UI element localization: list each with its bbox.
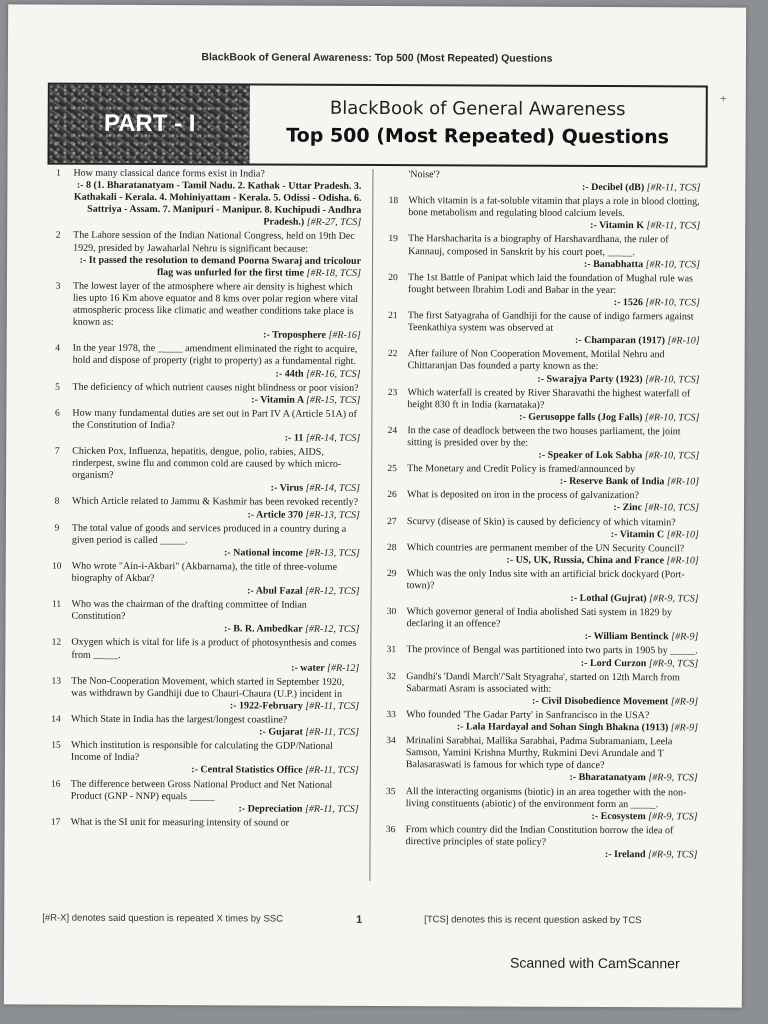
question-item [383,425,699,463]
page-number: 1 [356,913,363,926]
question-item [382,671,698,709]
repeat-tag: [#R-10] [666,528,699,541]
answer-text: :- Ecosystem [591,810,646,822]
question-number: 16 [51,779,61,790]
answer-line [72,393,360,406]
answer-line [72,482,360,495]
question-item [384,348,700,386]
repeat-tag: [#R-14, TCS] [305,432,361,444]
answer-line [408,181,700,194]
answer-text: :- Vitamin A [251,394,304,406]
question-number: 34 [386,736,396,747]
question-text: Which institution is responsible for calculating the GDP/National Income of India? [70,739,333,764]
question-item [382,645,698,671]
question-item [382,606,698,644]
book-title: BlackBook of General Awareness [329,97,626,121]
repeat-tag: [#R-10] [667,335,700,347]
question-number: 7 [54,446,60,457]
question-number: 15 [51,740,61,751]
answer-text: :- Decibel (dB) [581,181,645,194]
answer-text: :- 8 (1. Bharatanatyam - Tamil Nadu. 2. Kathak - Uttar Pradesh. 3. Kathakali - Kerala. 4. Mohiniyattam - Kerala. 5. Odissi - Odisha. 6. Sattriya - Assam. 7. Manipuri - Manipur. 8. Kuchipudi - Andhra Pradesh.) [73,179,362,229]
question-item [48,446,360,496]
title-box [249,85,705,165]
repeat-tag: [#R-10, TCS] [644,411,700,424]
repeat-tag: [#R-9, TCS] [648,849,698,861]
question-text: The Lahore session of the Indian National Congress, held on 19th Dec 1929, presided by Jawaharlal Nehru is significant because: [73,230,355,255]
question-number: 12 [51,638,62,649]
answer-text: :- Abul Fazal [247,585,303,597]
question-number: 24 [387,425,398,436]
footer-note-left: [#R-X] denotes said question is repeated X times by SSC [42,912,284,925]
answer-text: :- Ireland [604,848,646,861]
answer-text: :- Depreciation [238,803,303,815]
repeat-tag: [#R-11, TCS] [304,803,359,815]
answer-text: :- Gerusoppe falls (Jog Falls) [519,411,643,423]
repeat-tag: [#R-27, TCS] [306,217,362,229]
question-number: 17 [50,817,61,828]
answer-line [73,180,361,230]
answer-line [73,329,361,342]
footer-note-right: [TCS] denotes this is recent question asked by TCS [424,914,642,927]
repeat-tag: [#R-11, TCS] [305,700,360,712]
answer-line [73,367,361,380]
answer-text: :- Zinc [613,502,643,514]
answer-text: :- Lala Hardayal and Sohan Singh Bhakna (1913) [456,721,669,734]
question-number: 13 [51,676,62,687]
repeat-tag: [#R-11, TCS] [646,220,701,232]
repeat-tag: [#R-9, TCS] [648,657,699,669]
question-text: Chicken Pox, Influenza, hepatitis, dengue, polio, rabies, AIDS, rinderpest, swine flu and common cold are caused by which micro-organism? [72,445,342,482]
question-text: Who was the chairman of the drafting committee of Indian Constitution? [71,598,307,623]
answer-line [407,528,699,541]
question-item [384,195,700,233]
answer-text: :- Champaran (1917) [574,335,666,347]
question-number: 25 [387,464,397,475]
question-item [47,714,359,740]
question-number: 2 [55,231,61,242]
question-text: Which vitamin is a fat-soluble vitamin that plays a role in blood clotting, bone metabolism and regulating blood calcium levels. [408,195,700,220]
question-item [384,272,700,310]
question-item [48,522,360,560]
repeat-tag: [#R-9] [671,631,699,643]
repeat-tag: [#R-11, TCS] [305,765,359,777]
answer-line [72,585,360,598]
repeat-tag: [#R-9, TCS] [648,772,698,784]
repeat-tag: [#R-16] [328,330,361,342]
question-text: 'Noise'? [408,169,440,181]
answer-text: :- Reserve Bank of India [559,476,665,488]
question-number: 5 [55,382,60,393]
repeat-tag: [#R-10, TCS] [645,297,700,309]
question-text: All the interacting organisms (biotic) in an area together with the non-living constituents (abiotic) of the environment form an _____. [405,785,687,810]
repeat-tag: [#R-13, TCS] [305,547,360,559]
question-item [384,234,700,272]
answer-text: :- Gujarat [259,726,303,738]
answer-line [71,623,359,636]
question-number: 14 [51,714,61,725]
repeat-tag: [#R-18, TCS] [306,267,362,279]
repeat-tag: [#R-12, TCS] [304,624,360,636]
answer-line [71,764,359,777]
question-number: 1 [56,168,61,179]
question-number: 20 [388,272,398,283]
answer-line [72,546,360,559]
question-number: 23 [387,387,398,398]
answer-text: :- US, UK, Russia, China and France [506,554,665,567]
answer-text: :- water [291,662,325,674]
question-item [384,310,700,348]
question-number: 18 [388,196,399,207]
question-item [382,709,698,735]
answer-text: :- Swarajya Party (1923) [537,373,643,385]
question-number: 9 [54,523,60,534]
question-text: Which waterfall is created by River Sharavathi the highest waterfall of height 830 ft in India (karnataka)? [407,386,691,411]
question-item [49,168,361,230]
question-item [48,407,360,445]
question-item [48,381,360,407]
question-text: The first Satyagraha of Gandhiji for the cause of indigo farmers against Teenkathiya system was observed at [407,310,694,334]
answer-line [72,432,360,445]
question-item [47,740,359,778]
answer-line [408,373,700,386]
answer-line [407,449,699,462]
question-text: The total value of goods and services produced in a country during a given period is called _____. [71,522,347,546]
answer-line [71,802,359,815]
question-number: 10 [51,561,62,572]
answer-line [407,502,699,515]
corner-mark: + [719,91,727,106]
question-text: Oxygen which is vital for life is a product of photosynthesis and comes from _____. [71,637,357,661]
answer-text: :- Vitamin K [590,220,645,232]
running-header: BlackBook of General Awareness: Top 500 (Most Repeated) Questions [201,51,553,65]
answer-line [72,508,360,521]
repeat-tag: [#R-9, TCS] [649,593,699,605]
answer-text: :- B. R. Ambedkar [224,623,303,636]
question-item [47,675,359,713]
question-item [48,496,360,522]
answer-text: :- Article 370 [247,508,304,521]
question-text: Which Article related to Jammu & Kashmir has been revoked recently? [71,496,359,509]
document-page [4,4,746,1007]
question-number: 31 [386,645,397,656]
question-number: 36 [385,824,396,835]
answer-line [406,721,698,734]
question-item [49,230,361,280]
repeat-tag: [#R-12] [327,662,360,674]
question-number: 11 [51,599,62,610]
answer-line [408,334,700,347]
question-item [49,280,361,342]
answer-text: :- 1526 [613,296,643,309]
answer-line [408,296,700,309]
answer-line [406,631,698,644]
answer-text: :- Bharatanatyam [569,772,646,784]
answer-line [407,411,699,424]
answer-line [408,258,700,271]
question-item [47,599,359,637]
repeat-tag: [#R-10] [666,476,700,488]
repeat-tag: [#R-10, TCS] [644,502,700,514]
question-text: From which country did the Indian Constitution borrow the idea of directive principles of state policy? [405,823,674,848]
question-number: 22 [387,349,398,360]
question-text: Which was the only Indus site with an artificial brick dockyard (Port-town)? [406,568,685,592]
question-item [47,816,359,829]
repeat-tag: [#R-13, TCS] [305,509,360,521]
question-text: Gandhi's 'Dandi March'/'Salt Styagraha', started on 12th March from Sabarmati Asram is associated with: [406,670,680,695]
answer-text: :- Civil Disobedience Movement [532,695,669,708]
answer-text: :- 44th [275,368,304,380]
answer-line [71,700,359,713]
question-number: 6 [55,408,60,419]
book-subtitle: Top 500 (Most Repeated) Questions [286,124,670,149]
question-item [383,542,699,568]
question-number: 27 [387,516,397,527]
question-number: 30 [386,607,397,618]
answer-text: :- Lord Curzon [580,657,647,669]
answer-text: :- Banabhatta [583,258,644,270]
question-number: 19 [388,234,398,245]
answer-text: :- Lothal (Gujrat) [570,592,647,605]
question-item [383,489,699,515]
question-text: The Harshacharita is a biography of Harshavardhana, the ruler of Kannauj, composed in Sanskrit by his court poet, _____. [408,233,669,258]
question-text: What is the SI unit for measuring intensity of sound or [70,816,289,829]
question-item [47,637,359,675]
question-text: The deficiency of which nutrient causes night blindness or poor vision? [72,381,359,394]
question-item [49,343,361,381]
question-text: The Non-Cooperation Movement, which started in September 1920, was withdrawn by Gandhiji due to Chauri-Chaura (U.P.) incident in [71,675,345,700]
answer-line [407,592,699,605]
repeat-tag: [#R-9] [670,722,699,734]
question-item [48,560,360,598]
repeat-tag: [#R-16, TCS] [306,368,361,380]
question-text: The difference between Gross National Product and Net National Product (GNP - NNP) equals _____ [70,778,333,802]
question-text: After failure of Non Cooperation Movement, Motilal Nehru and Chittaranjan Das founded a party known as the: [407,348,665,373]
answer-line [406,772,698,785]
question-number: 28 [387,542,397,553]
answer-line [407,554,699,567]
answer-text: :- 11 [284,432,304,444]
question-item [381,824,697,862]
answer-text: :- Central Statistics Office [191,764,303,777]
answer-line [406,657,698,670]
scanner-watermark: Scanned with CamScanner [509,954,680,972]
question-item [382,735,698,785]
question-text: The lowest layer of the atmosphere where air density is highest which lies upto 16 Km above equator and 8 kms over polar region where vital atmospheric process like climatic and weather conditions take place is known as: [72,280,359,328]
answer-line [406,810,698,823]
question-number: 26 [387,490,397,501]
part-label: PART - I [49,85,249,164]
answer-text: :- Speaker of Lok Sabha [538,449,643,462]
question-number: 33 [386,709,396,721]
answer-line [405,848,697,861]
answer-text: :- Virus [270,482,304,495]
repeat-tag: [#R-12, TCS] [305,585,360,598]
repeat-tag: [#R-10, TCS] [645,258,701,271]
repeat-tag: [#R-9] [670,696,699,708]
question-number: 3 [55,281,61,292]
question-text: The 1st Battle of Panipat which laid the foundation of Mughal rule was fought between Ibrahim Lodi and Babar in the year: [407,271,693,296]
question-text: How many classical dance forms exist in India? [73,167,265,180]
title-banner [47,83,707,168]
answer-line [407,475,699,488]
question-item [382,786,698,824]
question-text: Scurvy (disease of Skin) is caused by deficiency of which vitamin? [406,515,676,528]
question-number: 35 [385,786,396,797]
repeat-tag: [#R-15, TCS] [305,394,361,406]
question-number: 8 [54,497,60,508]
right-column [381,169,700,863]
repeat-tag: [#R-11, TCS] [646,182,701,194]
question-text: How many fundamental duties are set out in Part IV A (Article 51A) of the Constitution of India? [72,407,357,432]
question-text: In the year 1978, the _____ amendment eliminated the right to acquire, hold and dispose of property (right to property) as a fundamental right. [72,342,358,368]
answer-line [73,254,361,279]
question-item [47,778,359,816]
question-number: 21 [388,311,398,322]
repeat-tag: [#R-9, TCS] [648,810,698,823]
question-text: In the case of deadlock between the two houses parliament, the joint sitting is presided over by the: [407,425,681,449]
question-text: Who wrote "Ain-i-Akbari" (Akbarnama), the title of three-volume biography of Akbar? [71,560,338,585]
question-item [383,516,699,542]
answer-line [406,695,698,708]
left-column [47,168,362,832]
question-number: 32 [386,671,397,682]
repeat-tag: [#R-14, TCS] [305,483,361,495]
question-number: 4 [55,343,61,354]
repeat-tag: [#R-10] [666,555,699,567]
question-text: What is deposited on iron in the process of galvanization? [407,489,639,502]
answer-text: :- Vitamin C [610,528,665,540]
column-divider [369,169,373,881]
answer-text: :- It passed the resolution to demand Poorna Swaraj and tricolour flag was unfurled for the first time [79,254,362,279]
repeat-tag: [#R-10, TCS] [644,450,700,462]
question-item [383,463,699,489]
question-item [383,568,699,606]
repeat-tag: [#R-11, TCS] [305,726,360,739]
question-text: Who founded 'The Gadar Party' in Sanfrancisco in the USA? [406,709,650,722]
question-text: Which governor general of India abolished Sati system in 1829 by declaring it an offence? [406,606,673,630]
question-number: 29 [386,568,397,580]
question-text: Mrinalini Sarabhai, Mallika Sarabhai, Padma Subramaniam, Leela Samson, Yamini Krishna Murthy, Rukmini Devi Arundale and T Balasaraswati is famous for which type of dance? [405,735,673,772]
question-item [383,387,699,425]
question-text: The Monetary and Credit Policy is framed/announced by [407,463,636,476]
question-text: The province of Bengal was partitioned into two parts in 1905 by _____. [406,644,698,657]
answer-text: :- William Bentinck [584,631,669,643]
answer-line [408,220,700,233]
answer-line [71,726,359,739]
repeat-tag: [#R-10, TCS] [645,373,700,385]
answer-text: :- National income [223,547,303,559]
answer-text: :- 1922-February [229,700,303,712]
question-text: Which State in India has the largest/longest coastline? [71,713,288,726]
answer-line [71,661,359,674]
answer-text: :- Troposphere [263,329,327,342]
question-text: Which countries are permanent member of the UN Security Council? [406,541,685,555]
question-item [384,169,700,195]
